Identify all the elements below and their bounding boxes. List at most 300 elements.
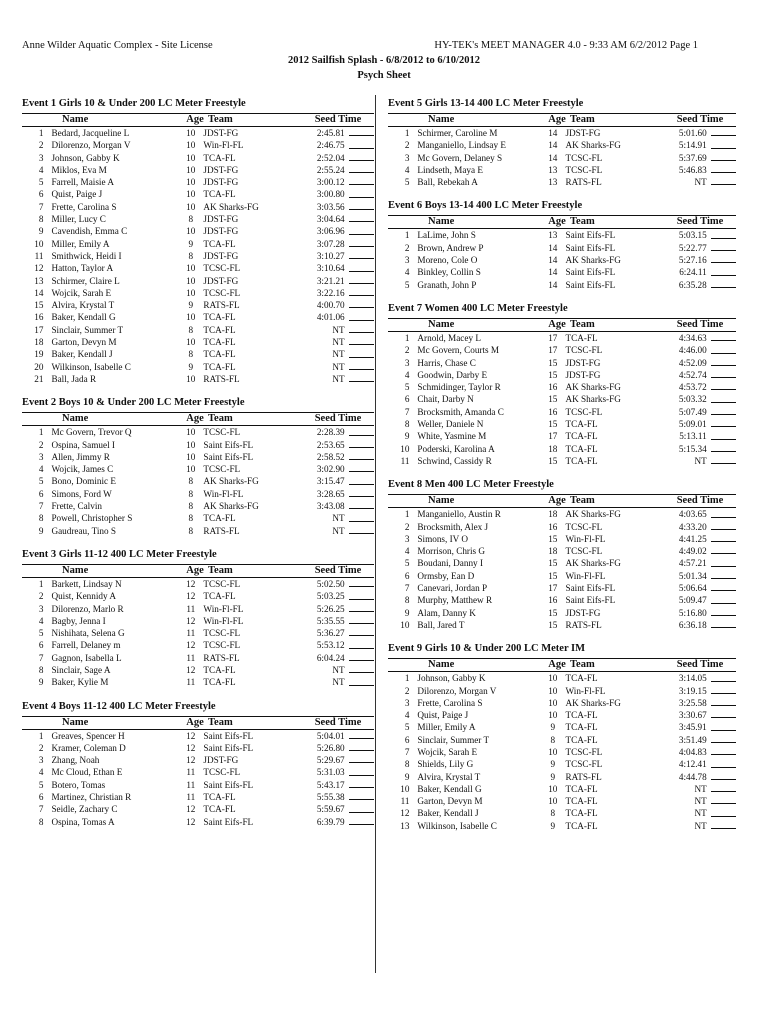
table-row bbox=[22, 201, 374, 213]
table-row bbox=[22, 578, 374, 590]
team-code: TCSC-FL bbox=[565, 152, 603, 163]
col-seed: Seed Time bbox=[314, 716, 362, 728]
team-code: TCSC-FL bbox=[565, 406, 603, 417]
final-time-blank bbox=[349, 164, 374, 176]
seed-time: NT bbox=[332, 324, 345, 335]
team-code: TCA-FL bbox=[565, 796, 598, 807]
table-row bbox=[388, 127, 736, 139]
swimmer-name: Sinclair, Summer T bbox=[51, 324, 124, 335]
final-time-blank bbox=[711, 418, 736, 430]
final-time-blank bbox=[711, 430, 736, 442]
seed-time: NT bbox=[332, 337, 345, 348]
seed-time: 4:41.25 bbox=[678, 533, 707, 544]
swimmer-name: Mc Govern, Delaney S bbox=[417, 152, 503, 163]
entry-rank: 3 bbox=[404, 357, 410, 368]
final-time-blank bbox=[711, 127, 736, 139]
table-row bbox=[388, 697, 736, 709]
swimmer-name: Baker, Kendall J bbox=[417, 808, 479, 819]
swimmer-name: Kramer, Coleman D bbox=[51, 742, 126, 753]
table-row bbox=[388, 418, 736, 430]
swimmer-age: 10 bbox=[186, 263, 196, 274]
entry-rank: 2 bbox=[404, 345, 410, 356]
final-time-blank bbox=[349, 791, 374, 803]
entry-rank: 5 bbox=[404, 558, 410, 569]
team-code: TCSC-FL bbox=[565, 521, 603, 532]
table-row bbox=[22, 627, 374, 639]
final-time-blank bbox=[711, 607, 736, 619]
table-row bbox=[388, 533, 736, 545]
table-row bbox=[388, 508, 736, 520]
final-time-blank bbox=[711, 357, 736, 369]
swimmer-age: 12 bbox=[186, 816, 196, 827]
table-row bbox=[22, 299, 374, 311]
entry-rank: 1 bbox=[38, 427, 44, 438]
entry-rank: 7 bbox=[38, 804, 44, 815]
team-code: TCA-FL bbox=[203, 677, 236, 688]
table-row bbox=[22, 164, 374, 176]
swimmer-age: 12 bbox=[186, 591, 196, 602]
entry-rank: 11 bbox=[400, 455, 410, 466]
table-row bbox=[388, 357, 736, 369]
swimmer-age: 10 bbox=[186, 451, 196, 462]
swimmer-name: Garton, Devyn M bbox=[51, 337, 117, 348]
seed-time: 5:14.91 bbox=[678, 140, 707, 151]
final-time-blank bbox=[349, 590, 374, 602]
swimmer-age: 10 bbox=[186, 140, 196, 151]
entry-rank: 10 bbox=[34, 238, 44, 249]
team-code: TCA-FL bbox=[565, 808, 598, 819]
swimmer-name: Frette, Carolina S bbox=[51, 201, 117, 212]
col-seed: Seed Time bbox=[314, 114, 362, 125]
swimmer-age: 10 bbox=[186, 464, 196, 475]
swimmer-age: 14 bbox=[548, 140, 558, 151]
seed-time: 3:00.12 bbox=[316, 177, 345, 188]
entry-rank: 8 bbox=[404, 419, 410, 430]
entry-rank: 3 bbox=[404, 255, 410, 266]
seed-time: 6:36.18 bbox=[678, 619, 707, 630]
seed-time: 6:39.79 bbox=[316, 816, 345, 827]
seed-time: 4:03.65 bbox=[678, 509, 707, 520]
column-divider bbox=[375, 95, 376, 973]
column-header bbox=[388, 215, 736, 229]
seed-time: 5:06.64 bbox=[678, 583, 707, 594]
col-seed: Seed Time bbox=[314, 564, 362, 576]
team-code: RATS-FL bbox=[565, 177, 602, 188]
final-time-blank bbox=[711, 619, 736, 631]
final-time-blank bbox=[711, 369, 736, 381]
final-time-blank bbox=[711, 443, 736, 455]
final-time-blank bbox=[711, 381, 736, 393]
team-code: RATS-FL bbox=[565, 619, 602, 630]
seed-time: 3:43.08 bbox=[316, 501, 345, 512]
entry-rank: 2 bbox=[404, 685, 410, 696]
final-time-blank bbox=[349, 627, 374, 639]
swimmer-age: 12 bbox=[186, 804, 196, 815]
entry-rank: 1 bbox=[404, 509, 410, 520]
swimmer-name: Cavendish, Emma C bbox=[51, 226, 128, 237]
team-code: JDST-FG bbox=[203, 214, 239, 225]
swimmer-name: Morrison, Chris G bbox=[417, 546, 486, 557]
seed-time: 5:03.25 bbox=[316, 591, 345, 602]
swimmer-name: Brocksmith, Amanda C bbox=[417, 406, 504, 417]
swimmer-age: 8 bbox=[188, 324, 194, 335]
final-time-blank bbox=[349, 373, 374, 385]
swimmer-age: 10 bbox=[186, 337, 196, 348]
seed-time: 4:34.63 bbox=[678, 332, 707, 343]
table-row bbox=[22, 676, 374, 688]
final-time-blank bbox=[711, 697, 736, 709]
final-time-blank bbox=[711, 758, 736, 770]
swimmer-age: 10 bbox=[548, 783, 558, 794]
table-row bbox=[22, 603, 374, 615]
table-row bbox=[22, 238, 374, 250]
swimmer-name: Quist, Paige J bbox=[417, 710, 469, 721]
table-row bbox=[22, 816, 374, 828]
swimmer-name: Allen, Jimmy R bbox=[51, 451, 110, 462]
event-title: Event 1 Girls 10 & Under 200 LC Meter Freestyle bbox=[22, 98, 246, 109]
swimmer-name: Bono, Dominic E bbox=[51, 476, 117, 487]
entry-rank: 7 bbox=[38, 501, 44, 512]
team-code: TCSC-FL bbox=[565, 164, 603, 175]
swimmer-name: Miller, Emily A bbox=[51, 238, 110, 249]
entry-rank: 2 bbox=[38, 439, 44, 450]
entry-rank: 4 bbox=[38, 164, 44, 175]
final-time-blank bbox=[349, 250, 374, 262]
swimmer-age: 11 bbox=[186, 628, 196, 639]
entry-rank: 2 bbox=[404, 140, 410, 151]
swimmer-name: Wilkinson, Isabelle C bbox=[51, 361, 131, 372]
team-code: AK Sharks-FG bbox=[565, 255, 621, 266]
final-time-blank bbox=[711, 279, 736, 291]
swimmer-age: 17 bbox=[548, 332, 558, 343]
col-team: Team bbox=[208, 413, 233, 425]
swimmer-age: 8 bbox=[188, 525, 194, 536]
swimmer-age: 15 bbox=[548, 419, 558, 430]
swimmer-age: 10 bbox=[548, 673, 558, 684]
team-code: TCA-FL bbox=[203, 361, 236, 372]
col-age: Age bbox=[186, 413, 204, 425]
table-row bbox=[388, 229, 736, 241]
swimmer-name: Sinclair, Summer T bbox=[417, 734, 490, 745]
table-row bbox=[22, 139, 374, 151]
final-time-blank bbox=[349, 475, 374, 487]
seed-time: 4:57.21 bbox=[678, 558, 707, 569]
swimmer-name: Ball, Jada R bbox=[51, 373, 97, 384]
swimmer-name: Manganiello, Lindsay E bbox=[417, 140, 506, 151]
table-row bbox=[22, 463, 374, 475]
col-team: Team bbox=[208, 716, 233, 728]
seed-time: NT bbox=[332, 677, 345, 688]
table-row bbox=[388, 709, 736, 721]
final-time-blank bbox=[349, 664, 374, 676]
team-code: RATS-FL bbox=[565, 771, 602, 782]
table-row bbox=[388, 176, 736, 188]
entry-rank: 6 bbox=[404, 394, 410, 405]
seed-time: 5:04.01 bbox=[316, 730, 345, 741]
swimmer-age: 10 bbox=[186, 152, 196, 163]
swimmer-name: Schirmer, Claire L bbox=[51, 275, 120, 286]
final-time-blank bbox=[349, 652, 374, 664]
table-row bbox=[22, 451, 374, 463]
seed-time: 4:00.70 bbox=[316, 300, 345, 311]
swimmer-age: 17 bbox=[548, 431, 558, 442]
column-header bbox=[388, 494, 736, 508]
entry-rank: 4 bbox=[404, 546, 410, 557]
swimmer-age: 10 bbox=[186, 201, 196, 212]
table-row bbox=[388, 344, 736, 356]
swimmer-age: 16 bbox=[548, 595, 558, 606]
entry-rank: 8 bbox=[38, 816, 44, 827]
entry-rank: 7 bbox=[404, 746, 410, 757]
team-code: TCA-FL bbox=[565, 443, 598, 454]
swimmer-age: 8 bbox=[550, 734, 556, 745]
table-row bbox=[388, 783, 736, 795]
left-column bbox=[22, 98, 374, 840]
entry-rank: 3 bbox=[38, 451, 44, 462]
software-stamp: HY-TEK's MEET MANAGER 4.0 - 9:33 AM 6/2/2012 Page 1 bbox=[434, 40, 698, 51]
col-team: Team bbox=[570, 114, 595, 125]
swimmer-age: 11 bbox=[186, 603, 196, 614]
seed-time: 5:37.69 bbox=[678, 152, 707, 163]
swimmer-name: Frette, Calvin bbox=[51, 501, 102, 512]
swimmer-age: 15 bbox=[548, 533, 558, 544]
final-time-blank bbox=[711, 344, 736, 356]
seed-time: NT bbox=[332, 664, 345, 675]
swimmer-name: Poderski, Karolina A bbox=[417, 443, 495, 454]
swimmer-age: 12 bbox=[186, 578, 196, 589]
swimmer-age: 12 bbox=[186, 664, 196, 675]
swimmer-age: 10 bbox=[548, 710, 558, 721]
final-time-blank bbox=[711, 771, 736, 783]
col-seed: Seed Time bbox=[676, 659, 724, 671]
swimmer-name: Manganiello, Austin R bbox=[417, 509, 501, 520]
entry-rank: 5 bbox=[38, 779, 44, 790]
table-row bbox=[22, 525, 374, 537]
swimmer-age: 15 bbox=[548, 455, 558, 466]
column-header bbox=[388, 658, 736, 672]
team-code: TCA-FL bbox=[203, 792, 236, 803]
col-seed: Seed Time bbox=[314, 413, 362, 425]
seed-time: NT bbox=[694, 783, 707, 794]
final-time-blank bbox=[349, 176, 374, 188]
entry-rank: 2 bbox=[38, 742, 44, 753]
team-code: Saint Eifs-FL bbox=[565, 267, 616, 278]
table-row bbox=[22, 250, 374, 262]
swimmer-name: Farrell, Maisie A bbox=[51, 177, 114, 188]
seed-time: 2:52.04 bbox=[316, 152, 345, 163]
swimmer-age: 12 bbox=[186, 742, 196, 753]
table-row bbox=[22, 127, 374, 139]
event-title: Event 3 Girls 11-12 400 LC Meter Freestyle bbox=[22, 548, 217, 560]
event-block bbox=[22, 701, 374, 828]
team-code: Win-Fl-FL bbox=[203, 603, 244, 614]
final-time-blank bbox=[349, 463, 374, 475]
seed-time: 5:59.67 bbox=[316, 804, 345, 815]
table-row bbox=[388, 545, 736, 557]
entry-rank: 8 bbox=[38, 214, 44, 225]
col-name: Name bbox=[428, 114, 455, 125]
entry-rank: 15 bbox=[34, 300, 44, 311]
seed-time: 5:43.17 bbox=[316, 779, 345, 790]
final-time-blank bbox=[711, 152, 736, 164]
seed-time: 4:46.00 bbox=[678, 345, 707, 356]
seed-time: 5:53.12 bbox=[316, 640, 345, 651]
entry-rank: 20 bbox=[34, 361, 44, 372]
swimmer-name: Goodwin, Darby E bbox=[417, 369, 488, 380]
swimmer-age: 10 bbox=[186, 226, 196, 237]
team-code: TCSC-FL bbox=[203, 767, 241, 778]
table-row bbox=[22, 426, 374, 438]
event-title: Event 8 Men 400 LC Meter Freestyle bbox=[388, 479, 554, 491]
col-age: Age bbox=[186, 114, 204, 125]
event-block bbox=[388, 479, 736, 631]
swimmer-name: Quist, Paige J bbox=[51, 189, 103, 200]
swimmer-name: Weller, Daniele N bbox=[417, 419, 484, 430]
event-block bbox=[22, 397, 374, 537]
swimmer-age: 15 bbox=[548, 607, 558, 618]
team-code: RATS-FL bbox=[203, 300, 240, 311]
seed-time: 5:09.47 bbox=[678, 595, 707, 606]
swimmer-name: Harris, Chase C bbox=[417, 357, 476, 368]
final-time-blank bbox=[711, 783, 736, 795]
final-time-blank bbox=[711, 455, 736, 467]
team-code: TCA-FL bbox=[203, 238, 236, 249]
swimmer-name: Dilorenzo, Marlo R bbox=[51, 603, 124, 614]
team-code: JDST-FG bbox=[203, 128, 239, 138]
team-code: TCSC-FL bbox=[565, 759, 603, 770]
entry-rank: 14 bbox=[34, 287, 44, 298]
table-row bbox=[22, 176, 374, 188]
swimmer-name: Wojcik, Sarah E bbox=[417, 746, 478, 757]
table-row bbox=[388, 139, 736, 151]
entry-rank: 9 bbox=[404, 607, 410, 618]
team-code: JDST-FG bbox=[565, 357, 601, 368]
seed-time: 5:26.80 bbox=[316, 742, 345, 753]
swimmer-age: 10 bbox=[186, 177, 196, 188]
psych-sheet-title: Psych Sheet bbox=[357, 70, 411, 81]
final-time-blank bbox=[349, 639, 374, 651]
entry-rank: 7 bbox=[404, 583, 410, 594]
swimmer-name: Dilorenzo, Morgan V bbox=[417, 685, 497, 696]
table-row bbox=[22, 373, 374, 385]
seed-time: 4:52.74 bbox=[678, 369, 707, 380]
entry-rank: 7 bbox=[404, 406, 410, 417]
swimmer-name: Farrell, Delaney m bbox=[51, 640, 121, 651]
col-age: Age bbox=[548, 114, 566, 125]
entry-rank: 5 bbox=[38, 177, 44, 188]
entry-rank: 6 bbox=[38, 792, 44, 803]
entry-rank: 1 bbox=[404, 230, 410, 241]
swimmer-age: 9 bbox=[188, 238, 194, 249]
swimmer-age: 10 bbox=[186, 373, 196, 384]
seed-time: 3:22.16 bbox=[316, 287, 345, 298]
swimmer-name: Schwind, Cassidy R bbox=[417, 455, 492, 466]
entry-rank: 4 bbox=[404, 164, 410, 175]
seed-time: 5:16.80 bbox=[678, 607, 707, 618]
seed-time: NT bbox=[694, 808, 707, 819]
col-team: Team bbox=[570, 216, 595, 228]
entry-rank: 8 bbox=[404, 595, 410, 606]
table-row bbox=[388, 455, 736, 467]
team-code: TCA-FL bbox=[203, 804, 236, 815]
col-spacer bbox=[388, 216, 418, 228]
final-time-blank bbox=[711, 734, 736, 746]
table-row bbox=[388, 619, 736, 631]
entry-rank: 9 bbox=[38, 677, 44, 688]
seed-time: 5:15.34 bbox=[678, 443, 707, 454]
swimmer-name: Alam, Danny K bbox=[417, 607, 476, 618]
col-name: Name bbox=[428, 216, 455, 228]
team-code: Win-Fl-FL bbox=[203, 140, 244, 151]
table-row bbox=[22, 512, 374, 524]
table-row bbox=[22, 348, 374, 360]
col-name: Name bbox=[428, 495, 455, 507]
seed-time: NT bbox=[694, 177, 707, 188]
seed-time: 5:36.27 bbox=[316, 628, 345, 639]
swimmer-age: 15 bbox=[548, 558, 558, 569]
table-row bbox=[22, 639, 374, 651]
swimmer-name: Mc Cloud, Ethan E bbox=[51, 767, 123, 778]
swimmer-age: 11 bbox=[186, 652, 196, 663]
swimmer-age: 10 bbox=[186, 439, 196, 450]
col-spacer bbox=[388, 659, 418, 671]
seed-time: 5:26.25 bbox=[316, 603, 345, 614]
swimmer-age: 11 bbox=[186, 779, 196, 790]
seed-time: NT bbox=[332, 361, 345, 372]
entry-rank: 17 bbox=[34, 324, 44, 335]
entry-rank: 8 bbox=[38, 513, 44, 524]
team-code: AK Sharks-FG bbox=[203, 201, 259, 212]
table-row bbox=[388, 164, 736, 176]
team-code: Saint Eifs-FL bbox=[565, 230, 616, 241]
table-row bbox=[22, 213, 374, 225]
seed-time: 3:03.56 bbox=[316, 201, 345, 212]
final-time-blank bbox=[349, 803, 374, 815]
table-row bbox=[388, 406, 736, 418]
team-code: AK Sharks-FG bbox=[565, 382, 621, 393]
seed-time: 5:03.15 bbox=[678, 230, 707, 241]
team-code: TCSC-FL bbox=[203, 578, 241, 589]
swimmer-age: 9 bbox=[188, 300, 194, 311]
seed-time: 6:24.11 bbox=[679, 267, 707, 278]
seed-time: 3:51.49 bbox=[678, 734, 707, 745]
seed-time: 5:02.50 bbox=[316, 578, 345, 589]
seed-time: 3:21.21 bbox=[316, 275, 345, 286]
entry-rank: 5 bbox=[404, 279, 410, 290]
final-time-blank bbox=[711, 332, 736, 344]
entry-rank: 21 bbox=[34, 373, 44, 384]
swimmer-name: Powell, Christopher S bbox=[51, 513, 133, 524]
team-code: TCSC-FL bbox=[565, 746, 603, 757]
team-code: TCA-FL bbox=[203, 513, 236, 524]
team-code: TCSC-FL bbox=[203, 464, 241, 475]
col-spacer bbox=[388, 495, 418, 507]
entry-rank: 10 bbox=[400, 443, 410, 454]
col-seed: Seed Time bbox=[676, 318, 724, 330]
entry-rank: 7 bbox=[38, 652, 44, 663]
col-name: Name bbox=[428, 659, 455, 671]
team-code: Saint Eifs-FL bbox=[565, 595, 616, 606]
final-time-blank bbox=[711, 229, 736, 241]
entry-rank: 18 bbox=[34, 337, 44, 348]
seed-time: 6:04.24 bbox=[316, 652, 345, 663]
event-title: Event 5 Girls 13-14 400 LC Meter Freestyle bbox=[388, 98, 584, 109]
entry-rank: 4 bbox=[404, 710, 410, 721]
table-row bbox=[22, 742, 374, 754]
table-row bbox=[22, 336, 374, 348]
swimmer-age: 10 bbox=[548, 746, 558, 757]
swimmer-age: 15 bbox=[548, 394, 558, 405]
